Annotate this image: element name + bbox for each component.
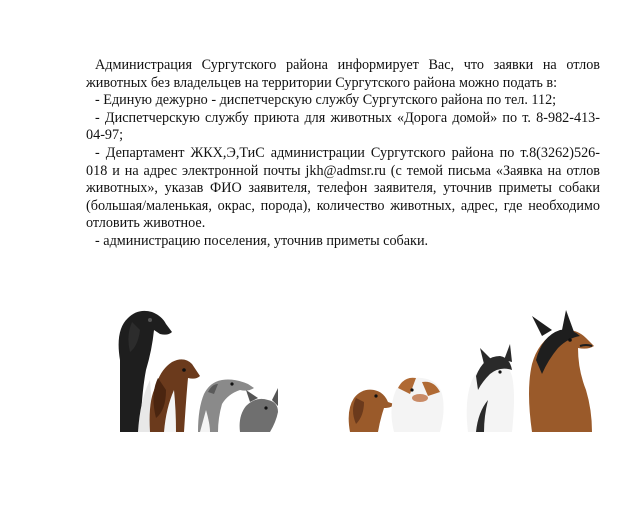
contact-item-settlement: - администрацию поселения, уточнив приметы собаки. (95, 232, 429, 249)
husky-dog (467, 344, 514, 432)
dogs-row-photo (80, 290, 610, 432)
basset-hound-dog (150, 359, 200, 432)
contact-item-department: - Департамент ЖКХ,Э,ТиС администрации Сургутского района по т.8(3262)526-018 и на адрес электронной почты jkh@admsr.ru (с темой письма «Заявка на отлов животных», указав ФИО заявителя, телефон заявителя, уточнив приметы собаки (большая/маленькая, окрас, порода), количество животных, адрес, где необходимо отловить животное. (86, 144, 600, 232)
intro-paragraph: Администрация Сургутского района информирует Вас, что заявки на отлов животных без владельцев на территории Сургутского района можно подать в: (86, 57, 600, 91)
small-grey-terrier-dog (240, 388, 278, 432)
contact-item-shelter: - Диспетчерскую службу приюта для животных «Дорога домой» по т. 8-982-413-04-97; (86, 109, 600, 144)
contact-item-112: - Единую дежурно - диспетчерскую службу Сургутского района по тел. 112; (95, 92, 557, 109)
notice-text (86, 57, 600, 251)
dachshund-dog (349, 390, 394, 432)
bulldog-dog (391, 378, 443, 432)
german-shepherd-dog (529, 310, 594, 432)
